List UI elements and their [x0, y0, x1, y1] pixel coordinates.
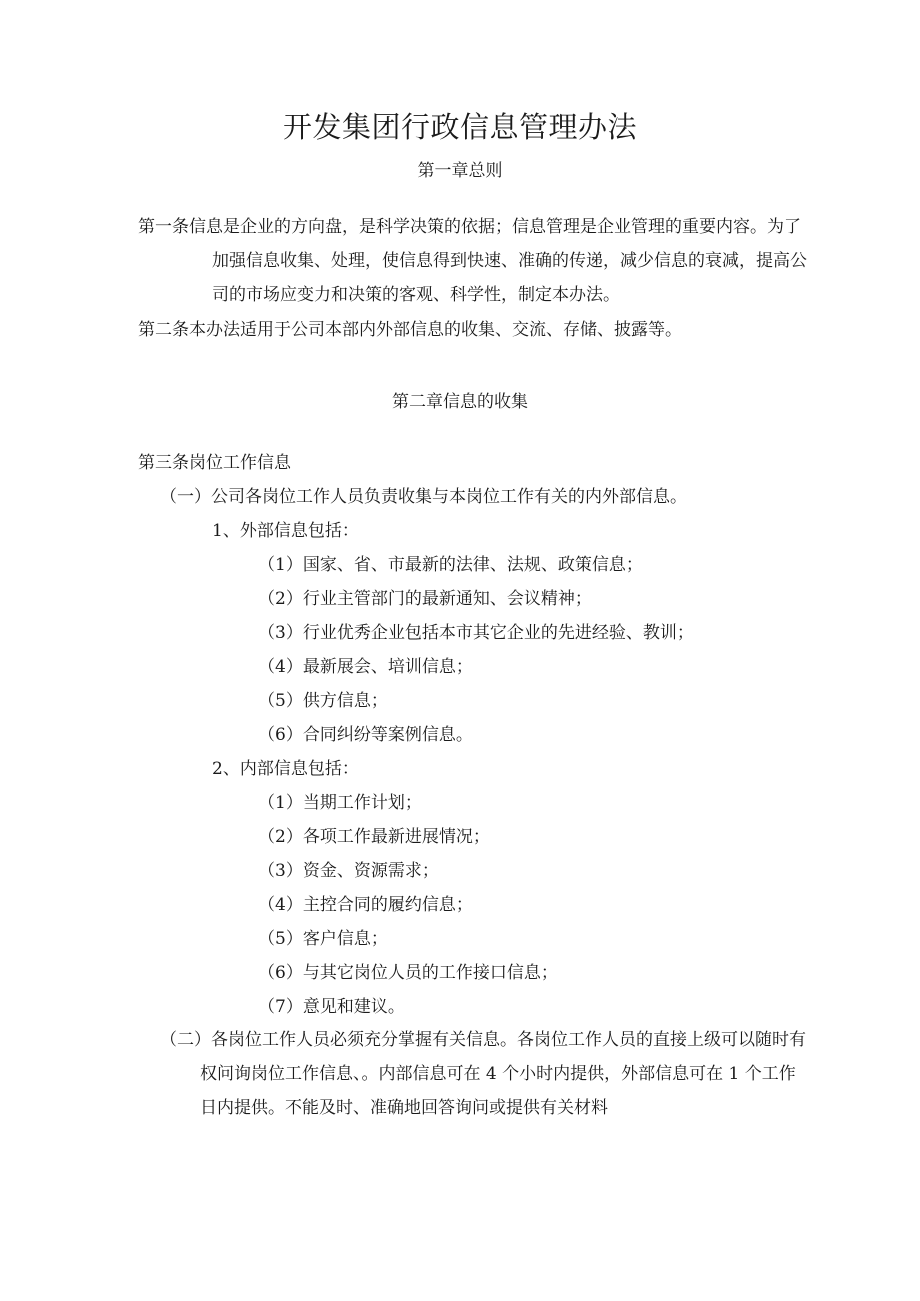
- chapter-1-heading: 第一章总则: [417, 161, 503, 181]
- chapter-2-heading: 第二章信息的收集: [392, 392, 528, 412]
- internal-info-item: （1）当期工作计划；: [258, 793, 422, 813]
- external-info-item: （4）最新展会、培训信息；: [258, 657, 473, 677]
- internal-info-item: （6）与其它岗位人员的工作接口信息；: [258, 963, 558, 983]
- article-1-line-1: 第一条信息是企业的方向盘，是科学决策的依据；信息管理是企业管理的重要内容。为了: [138, 217, 801, 237]
- article-2: 第二条本办法适用于公司本部内外部信息的收集、交流、存储、披露等。: [138, 320, 682, 340]
- internal-info-item: （3）资金、资源需求；: [258, 861, 439, 881]
- article-1-line-2: 加强信息收集、处理，使信息得到快速、准确的传递，减少信息的衰减，提高公: [212, 251, 807, 271]
- article-3-heading: 第三条岗位工作信息: [138, 453, 291, 473]
- article-3-item-2-line-2: 权问询岗位工作信息、。内部信息可在 4 个小时内提供，外部信息可在 1 个工作: [200, 1064, 796, 1084]
- external-info-item: （6）合同纠纷等案例信息。: [258, 725, 473, 745]
- external-info-item: （2）行业主管部门的最新通知、会议精神；: [258, 589, 592, 609]
- internal-info-item: （4）主控合同的履约信息；: [258, 895, 473, 915]
- article-1-line-3: 司的市场应变力和决策的客观、科学性，制定本办法。: [212, 285, 620, 305]
- external-info-item: （5）供方信息；: [258, 691, 388, 711]
- document-title: 开发集团行政信息管理办法: [282, 110, 637, 144]
- internal-info-item: （2）各项工作最新进展情况；: [258, 827, 490, 847]
- external-info-item: （1）国家、省、市最新的法律、法规、政策信息；: [258, 555, 643, 575]
- article-3-item-1: （一）公司各岗位工作人员负责收集与本岗位工作有关的内外部信息。: [160, 487, 687, 507]
- internal-info-heading: 2、内部信息包括：: [212, 759, 359, 779]
- external-info-heading: 1、外部信息包括：: [212, 521, 359, 541]
- external-info-item: （3）行业优秀企业包括本市其它企业的先进经验、教训；: [258, 623, 694, 643]
- internal-info-item: （7）意见和建议。: [258, 997, 405, 1017]
- article-3-item-2-line-3: 日内提供。不能及时、准确地回答询问或提供有关材料: [200, 1098, 608, 1118]
- internal-info-item: （5）客户信息；: [258, 929, 388, 949]
- article-3-item-2-line-1: （二）各岗位工作人员必须充分掌握有关信息。各岗位工作人员的直接上级可以随时有: [160, 1030, 806, 1050]
